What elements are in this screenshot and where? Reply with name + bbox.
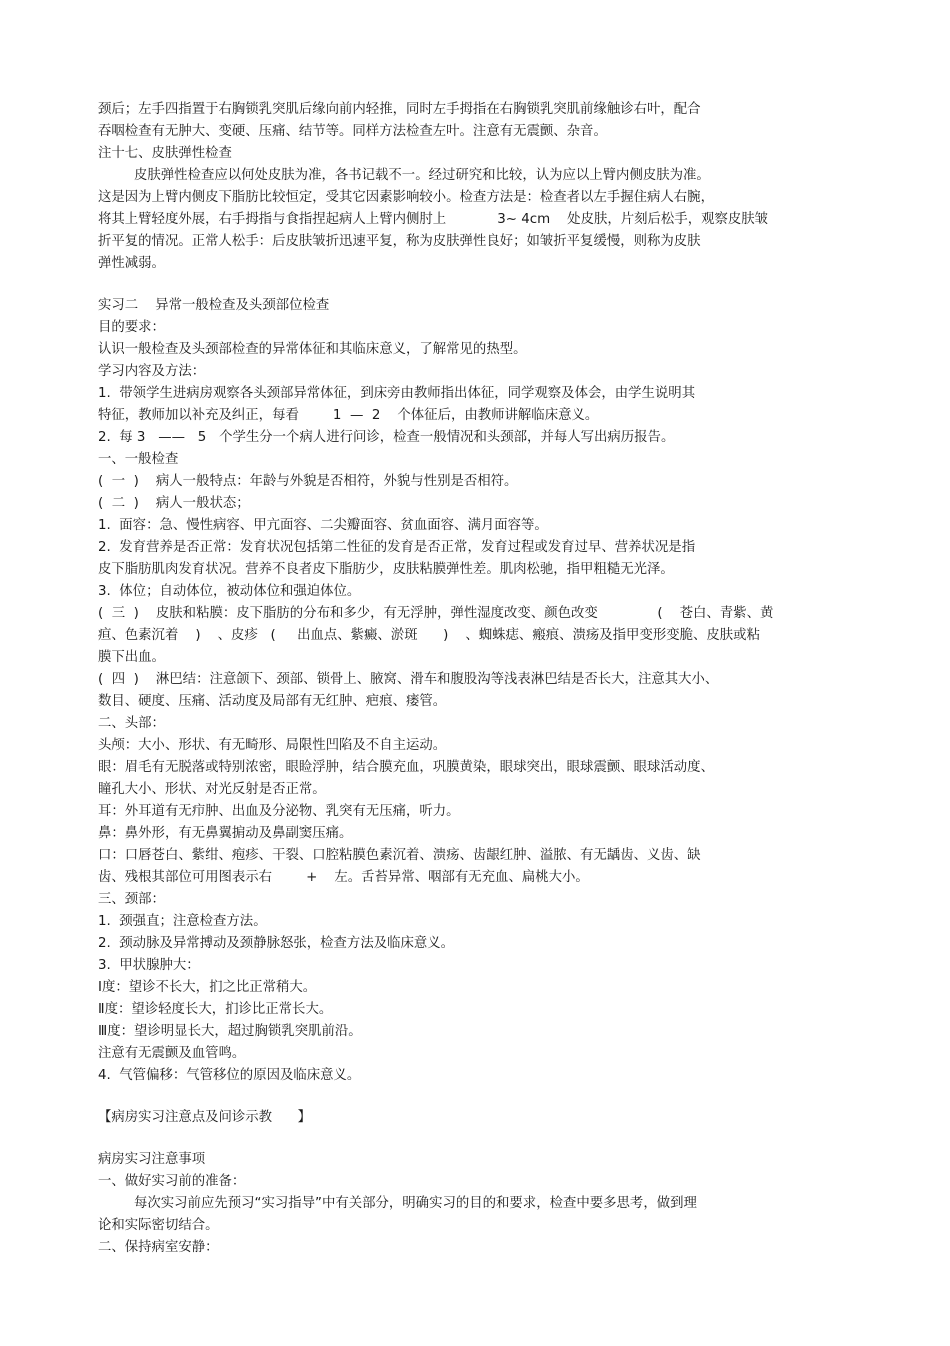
text-line: 吞咽检查有无肿大、变硬、压痛、结节等。同样方法检查左叶。注意有无震颤、杂音。 xyxy=(98,124,607,139)
section-heading: 注十七、皮肤弹性检查 xyxy=(98,146,232,161)
text-line: 弹性减弱。 xyxy=(98,256,165,271)
section-heading: 三、颈部： xyxy=(98,892,165,907)
text-line: ( 二 ) 病人一般状态； xyxy=(98,496,250,511)
text-line: 耳：外耳道有无疖肿、出血及分泌物、乳突有无压痛，听力。 xyxy=(98,804,460,819)
text-line: ( 三 ) 皮肤和粘膜：皮下脂肪的分布和多少，有无浮肿，弹性湿度改变、颜色改变 ( 苍白、青紫、黄 xyxy=(98,606,774,621)
text-line: 目的要求： xyxy=(98,320,165,335)
section-heading: 一、一般检查 xyxy=(98,452,179,467)
text-line: 3. 体位；自动体位，被动体位和强迫体位。 xyxy=(98,584,361,599)
text-line: Ⅱ度：望诊轻度长大，扪诊比正常长大。 xyxy=(98,1002,333,1017)
text-line: 2. 每 3 —— 5 个学生分一个病人进行问诊，检查一般情况和头颈部，并每人写出病历报告。 xyxy=(98,430,675,445)
text-line: 齿、残根其部位可用图表示右 + 左。舌苔异常、咽部有无充血、扁桃大小。 xyxy=(98,870,589,885)
text-line: 3. 甲状腺肿大： xyxy=(98,958,200,973)
text-line: 折平复的情况。正常人松手：后皮肤皱折迅速平复，称为皮肤弹性良好；如皱折平复缓慢，则称为皮肤 xyxy=(98,234,701,249)
text-line: 鼻：鼻外形，有无鼻翼掮动及鼻副窦压痛。 xyxy=(98,826,353,841)
text-line: 一、做好实习前的准备： xyxy=(98,1174,246,1189)
text-line: 二、保持病室安静： xyxy=(98,1240,219,1255)
text-line: 每次实习前应先预习“实习指导”中有关部分，明确实习的目的和要求，检查中要多思考，做到理 xyxy=(134,1196,697,1211)
text-line: 颈后；左手四指置于右胸锁乳突肌后缘向前内轻推，同时左手拇指在右胸锁乳突肌前缘触诊右叶，配合 xyxy=(98,102,701,117)
text-line: ( 一 ) 病人一般特点：年龄与外貌是否相符，外貌与性别是否相符。 xyxy=(98,474,518,489)
text-line: 2. 颈动脉及异常搏动及颈静脉怒张，检查方法及临床意义。 xyxy=(98,936,455,951)
text-line: 数目、硬度、压痛、活动度及局部有无红肿、疤痕、瘘管。 xyxy=(98,694,447,709)
text-line: 口：口唇苍白、紫绀、疱疹、干裂、口腔粘膜色素沉着、溃疡、齿龈红肿、溢脓、有无龋齿、义齿、缺 xyxy=(98,848,701,863)
text-line: 注意有无震颤及血管鸣。 xyxy=(98,1046,246,1061)
section-heading: 病房实习注意事项 xyxy=(98,1152,206,1167)
text-line: 1. 带领学生进病房观察各头颈部异常体征，到床旁由教师指出体征，同学观察及体会，由学生说明其 xyxy=(98,386,696,401)
text-line: 皮下脂肪肌肉发育状况。营养不良者皮下脂肪少，皮肤粘膜弹性差。肌肉松驰，指甲粗糙无光泽。 xyxy=(98,562,674,577)
text-line: Ⅰ度：望诊不长大，扪之比正常稍大。 xyxy=(98,980,317,995)
text-line: 特征，教师加以补充及纠正，每看 1 — 2 个体征后，由教师讲解临床意义。 xyxy=(98,408,599,423)
text-line: 4. 气管偏移：气管移位的原因及临床意义。 xyxy=(98,1068,361,1083)
text-line: 将其上臂轻度外展，右手拇指与食指捏起病人上臂内侧肘上 3~ 4cm 处皮肤，片刻后松手，观察皮肤皱 xyxy=(98,212,769,227)
text-line: 这是因为上臂内侧皮下脂肪比较恒定，受其它因素影响较小。检查方法是：检查者以左手握住病人右腕， xyxy=(98,190,714,205)
text-line: Ⅲ度：望诊明显长大，超过胸锁乳突肌前沿。 xyxy=(98,1024,362,1039)
text-line: 皮肤弹性检查应以何处皮肤为准，各书记载不一。经过研究和比较，认为应以上臂内侧皮肤为准。 xyxy=(134,168,710,183)
text-line: 学习内容及方法： xyxy=(98,364,206,379)
text-line: 眼：眉毛有无脱落或特别浓密，眼睑浮肿，结合膜充血，巩膜黄染，眼球突出，眼球震颤、眼球活动度、 xyxy=(98,760,714,775)
text-line: 1. 颈强直；注意检查方法。 xyxy=(98,914,267,929)
text-line: 膜下出血。 xyxy=(98,650,165,665)
text-line: 瞳孔大小、形状、对光反射是否正常。 xyxy=(98,782,326,797)
text-line: 认识一般检查及头颈部检查的异常体征和其临床意义，了解常见的热型。 xyxy=(98,342,527,357)
text-line: 2. 发育营养是否正常：发育状况包括第二性征的发育是否正常，发育过程或发育过早、营养状况是指 xyxy=(98,540,696,555)
text-line: 疸、色素沉着 ) 、皮疹 ( 出血点、紫癜、淤斑 ) 、蜘蛛痣、瘢痕、溃疡及指甲变形变脆、皮肤或粘 xyxy=(98,628,760,643)
section-heading: 二、头部： xyxy=(98,716,165,731)
section-heading: 【病房实习注意点及问诊示教 】 xyxy=(98,1110,312,1125)
text-line: ( 四 ) 淋巴结：注意颌下、颈部、锁骨上、腋窝、滑车和腹股沟等浅表淋巴结是否长大，注意其大小、 xyxy=(98,672,719,687)
text-line: 论和实际密切结合。 xyxy=(98,1218,219,1233)
text-line: 1. 面容：急、慢性病容、甲亢面容、二尖瓣面容、贫血面容、满月面容等。 xyxy=(98,518,548,533)
section-heading: 实习二 异常一般检查及头颈部位检查 xyxy=(98,298,330,313)
text-line: 头颅：大小、形状、有无畸形、局限性凹陷及不自主运动。 xyxy=(98,738,447,753)
